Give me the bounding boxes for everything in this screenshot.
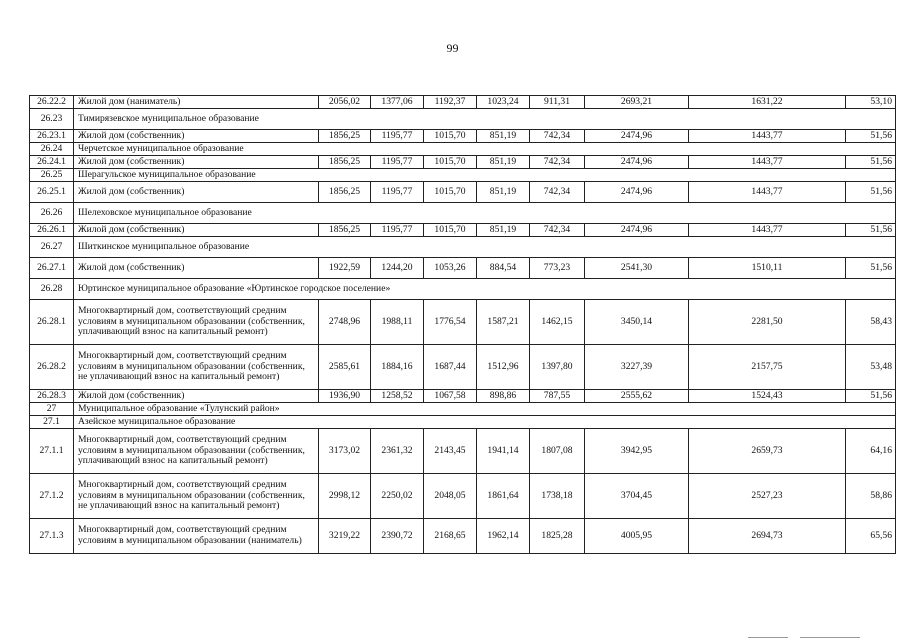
row-name: Жилой дом (собственник) — [74, 182, 319, 203]
section-row — [30, 109, 896, 130]
value-cell: 1195,77 — [371, 224, 424, 237]
value-cell: 1941,14 — [477, 429, 530, 474]
value-cell: 2527,23 — [689, 474, 846, 519]
value-cell: 64,16 — [846, 429, 896, 474]
value-cell: 742,34 — [530, 130, 585, 143]
row-number: 26.22.2 — [30, 96, 74, 109]
value-cell: 1053,26 — [424, 258, 477, 279]
scan-mark — [748, 637, 788, 638]
value-cell: 53,48 — [846, 345, 896, 390]
value-cell: 1462,15 — [530, 300, 585, 345]
value-cell: 1962,14 — [477, 519, 530, 554]
table-row — [30, 224, 896, 237]
value-cell: 1856,25 — [319, 224, 371, 237]
value-cell: 1192,37 — [424, 96, 477, 109]
value-cell: 1988,11 — [371, 300, 424, 345]
section-name: Шиткинское муниципальное образование — [74, 237, 896, 258]
row-number: 26.28.1 — [30, 300, 74, 345]
value-cell: 1015,70 — [424, 182, 477, 203]
section-name: Черчетское муниципальное образование — [74, 143, 896, 156]
value-cell: 2157,75 — [689, 345, 846, 390]
row-number: 27.1 — [30, 416, 74, 429]
value-cell: 1807,08 — [530, 429, 585, 474]
row-number: 26.28 — [30, 279, 74, 300]
section-name: Шерагульское муниципальное образование — [74, 169, 896, 182]
value-cell: 1195,77 — [371, 156, 424, 169]
table-row — [30, 96, 896, 109]
row-name: Многоквартирный дом, соответствующий средним условиям в муниципальном образовании (собственник, не уплачивающий взнос на капитальный ремонт) — [74, 345, 319, 390]
value-cell: 51,56 — [846, 182, 896, 203]
value-cell: 2555,62 — [585, 390, 689, 403]
table-row — [30, 300, 896, 345]
row-number: 26.25 — [30, 169, 74, 182]
value-cell: 773,23 — [530, 258, 585, 279]
row-number: 26.24 — [30, 143, 74, 156]
value-cell: 3704,45 — [585, 474, 689, 519]
row-name: Многоквартирный дом, соответствующий средним условиям в муниципальном образовании (наниматель) — [74, 519, 319, 554]
value-cell: 1195,77 — [371, 130, 424, 143]
row-number: 26.24.1 — [30, 156, 74, 169]
value-cell: 787,55 — [530, 390, 585, 403]
page-number: 99 — [446, 41, 459, 55]
section-name: Шелеховское муниципальное образование — [74, 203, 896, 224]
section-row — [30, 237, 896, 258]
value-cell: 2250,02 — [371, 474, 424, 519]
value-cell: 1922,59 — [319, 258, 371, 279]
value-cell: 2361,32 — [371, 429, 424, 474]
value-cell: 742,34 — [530, 156, 585, 169]
value-cell: 2541,30 — [585, 258, 689, 279]
value-cell: 2585,61 — [319, 345, 371, 390]
value-cell: 1510,11 — [689, 258, 846, 279]
value-cell: 53,10 — [846, 96, 896, 109]
value-cell: 2281,50 — [689, 300, 846, 345]
row-number: 26.27 — [30, 237, 74, 258]
row-number: 27.1.3 — [30, 519, 74, 554]
section-row — [30, 143, 896, 156]
value-cell: 1015,70 — [424, 156, 477, 169]
value-cell: 1512,96 — [477, 345, 530, 390]
value-cell: 51,56 — [846, 130, 896, 143]
table-row — [30, 345, 896, 390]
row-number: 26.25.1 — [30, 182, 74, 203]
row-number: 26.23.1 — [30, 130, 74, 143]
section-row — [30, 403, 896, 416]
value-cell: 1856,25 — [319, 156, 371, 169]
value-cell: 1443,77 — [689, 224, 846, 237]
value-cell: 1258,52 — [371, 390, 424, 403]
value-cell: 51,56 — [846, 258, 896, 279]
value-cell: 1856,25 — [319, 130, 371, 143]
value-cell: 2474,96 — [585, 182, 689, 203]
section-name: Азейское муниципальное образование — [74, 416, 896, 429]
value-cell: 1936,90 — [319, 390, 371, 403]
value-cell: 1377,06 — [371, 96, 424, 109]
row-number: 26.28.3 — [30, 390, 74, 403]
value-cell: 51,56 — [846, 156, 896, 169]
value-cell: 2390,72 — [371, 519, 424, 554]
value-cell: 2474,96 — [585, 224, 689, 237]
row-number: 26.28.2 — [30, 345, 74, 390]
row-number: 27.1.2 — [30, 474, 74, 519]
table-row — [30, 182, 896, 203]
value-cell: 2694,73 — [689, 519, 846, 554]
value-cell: 742,34 — [530, 182, 585, 203]
value-cell: 1397,80 — [530, 345, 585, 390]
value-cell: 898,86 — [477, 390, 530, 403]
section-name: Муниципальное образование «Тулунский район» — [74, 403, 896, 416]
row-number: 26.26 — [30, 203, 74, 224]
value-cell: 3227,39 — [585, 345, 689, 390]
value-cell: 884,54 — [477, 258, 530, 279]
value-cell: 2474,96 — [585, 130, 689, 143]
scan-mark — [800, 637, 860, 638]
section-row — [30, 416, 896, 429]
value-cell: 2474,96 — [585, 156, 689, 169]
row-number: 26.27.1 — [30, 258, 74, 279]
section-name: Тимирязевское муниципальное образование — [74, 109, 896, 130]
value-cell: 1524,43 — [689, 390, 846, 403]
value-cell: 851,19 — [477, 224, 530, 237]
value-cell: 1825,28 — [530, 519, 585, 554]
row-name: Жилой дом (собственник) — [74, 224, 319, 237]
row-name: Многоквартирный дом, соответствующий средним условиям в муниципальном образовании (собственник, не уплачивающий взнос на капитальный ремонт) — [74, 474, 319, 519]
row-name: Многоквартирный дом, соответствующий средним условиям в муниципальном образовании (собственник, уплачивающий взнос на капитальный ремонт) — [74, 300, 319, 345]
value-cell: 3219,22 — [319, 519, 371, 554]
value-cell: 2659,73 — [689, 429, 846, 474]
value-cell: 2693,21 — [585, 96, 689, 109]
value-cell: 1443,77 — [689, 156, 846, 169]
value-cell: 1738,18 — [530, 474, 585, 519]
tariff-table — [29, 95, 896, 554]
value-cell: 851,19 — [477, 156, 530, 169]
row-name: Жилой дом (собственник) — [74, 258, 319, 279]
value-cell: 1856,25 — [319, 182, 371, 203]
value-cell: 4005,95 — [585, 519, 689, 554]
row-number: 26.23 — [30, 109, 74, 130]
value-cell: 1631,22 — [689, 96, 846, 109]
value-cell: 1443,77 — [689, 130, 846, 143]
table-row — [30, 390, 896, 403]
table-row — [30, 474, 896, 519]
table-row — [30, 519, 896, 554]
value-cell: 1884,16 — [371, 345, 424, 390]
value-cell: 58,86 — [846, 474, 896, 519]
value-cell: 1244,20 — [371, 258, 424, 279]
value-cell: 3942,95 — [585, 429, 689, 474]
row-number: 27 — [30, 403, 74, 416]
value-cell: 2168,65 — [424, 519, 477, 554]
row-name: Многоквартирный дом, соответствующий средним условиям в муниципальном образовании (собственник, уплачивающий взнос на капитальный ремонт) — [74, 429, 319, 474]
value-cell: 1587,21 — [477, 300, 530, 345]
value-cell: 51,56 — [846, 390, 896, 403]
value-cell: 2748,96 — [319, 300, 371, 345]
value-cell: 2048,05 — [424, 474, 477, 519]
value-cell: 2056,02 — [319, 96, 371, 109]
value-cell: 3173,02 — [319, 429, 371, 474]
table-row — [30, 130, 896, 143]
value-cell: 51,56 — [846, 224, 896, 237]
section-row — [30, 279, 896, 300]
row-name: Жилой дом (собственник) — [74, 156, 319, 169]
value-cell: 3450,14 — [585, 300, 689, 345]
table-row — [30, 258, 896, 279]
table-row — [30, 156, 896, 169]
value-cell: 911,31 — [530, 96, 585, 109]
row-name: Жилой дом (собственник) — [74, 130, 319, 143]
value-cell: 1195,77 — [371, 182, 424, 203]
row-name: Жилой дом (собственник) — [74, 390, 319, 403]
value-cell: 65,56 — [846, 519, 896, 554]
row-number: 27.1.1 — [30, 429, 74, 474]
section-name: Юртинское муниципальное образование «Юртинское городское поселение» — [74, 279, 896, 300]
value-cell: 742,34 — [530, 224, 585, 237]
value-cell: 2998,12 — [319, 474, 371, 519]
value-cell: 1861,64 — [477, 474, 530, 519]
value-cell: 2143,45 — [424, 429, 477, 474]
section-row — [30, 203, 896, 224]
value-cell: 851,19 — [477, 130, 530, 143]
value-cell: 1067,58 — [424, 390, 477, 403]
row-number: 26.26.1 — [30, 224, 74, 237]
table-body — [30, 96, 896, 554]
row-name: Жилой дом (наниматель) — [74, 96, 319, 109]
value-cell: 58,43 — [846, 300, 896, 345]
value-cell: 1015,70 — [424, 130, 477, 143]
value-cell: 1015,70 — [424, 224, 477, 237]
value-cell: 1776,54 — [424, 300, 477, 345]
section-row — [30, 169, 896, 182]
value-cell: 1687,44 — [424, 345, 477, 390]
value-cell: 1023,24 — [477, 96, 530, 109]
value-cell: 851,19 — [477, 182, 530, 203]
value-cell: 1443,77 — [689, 182, 846, 203]
table-row — [30, 429, 896, 474]
